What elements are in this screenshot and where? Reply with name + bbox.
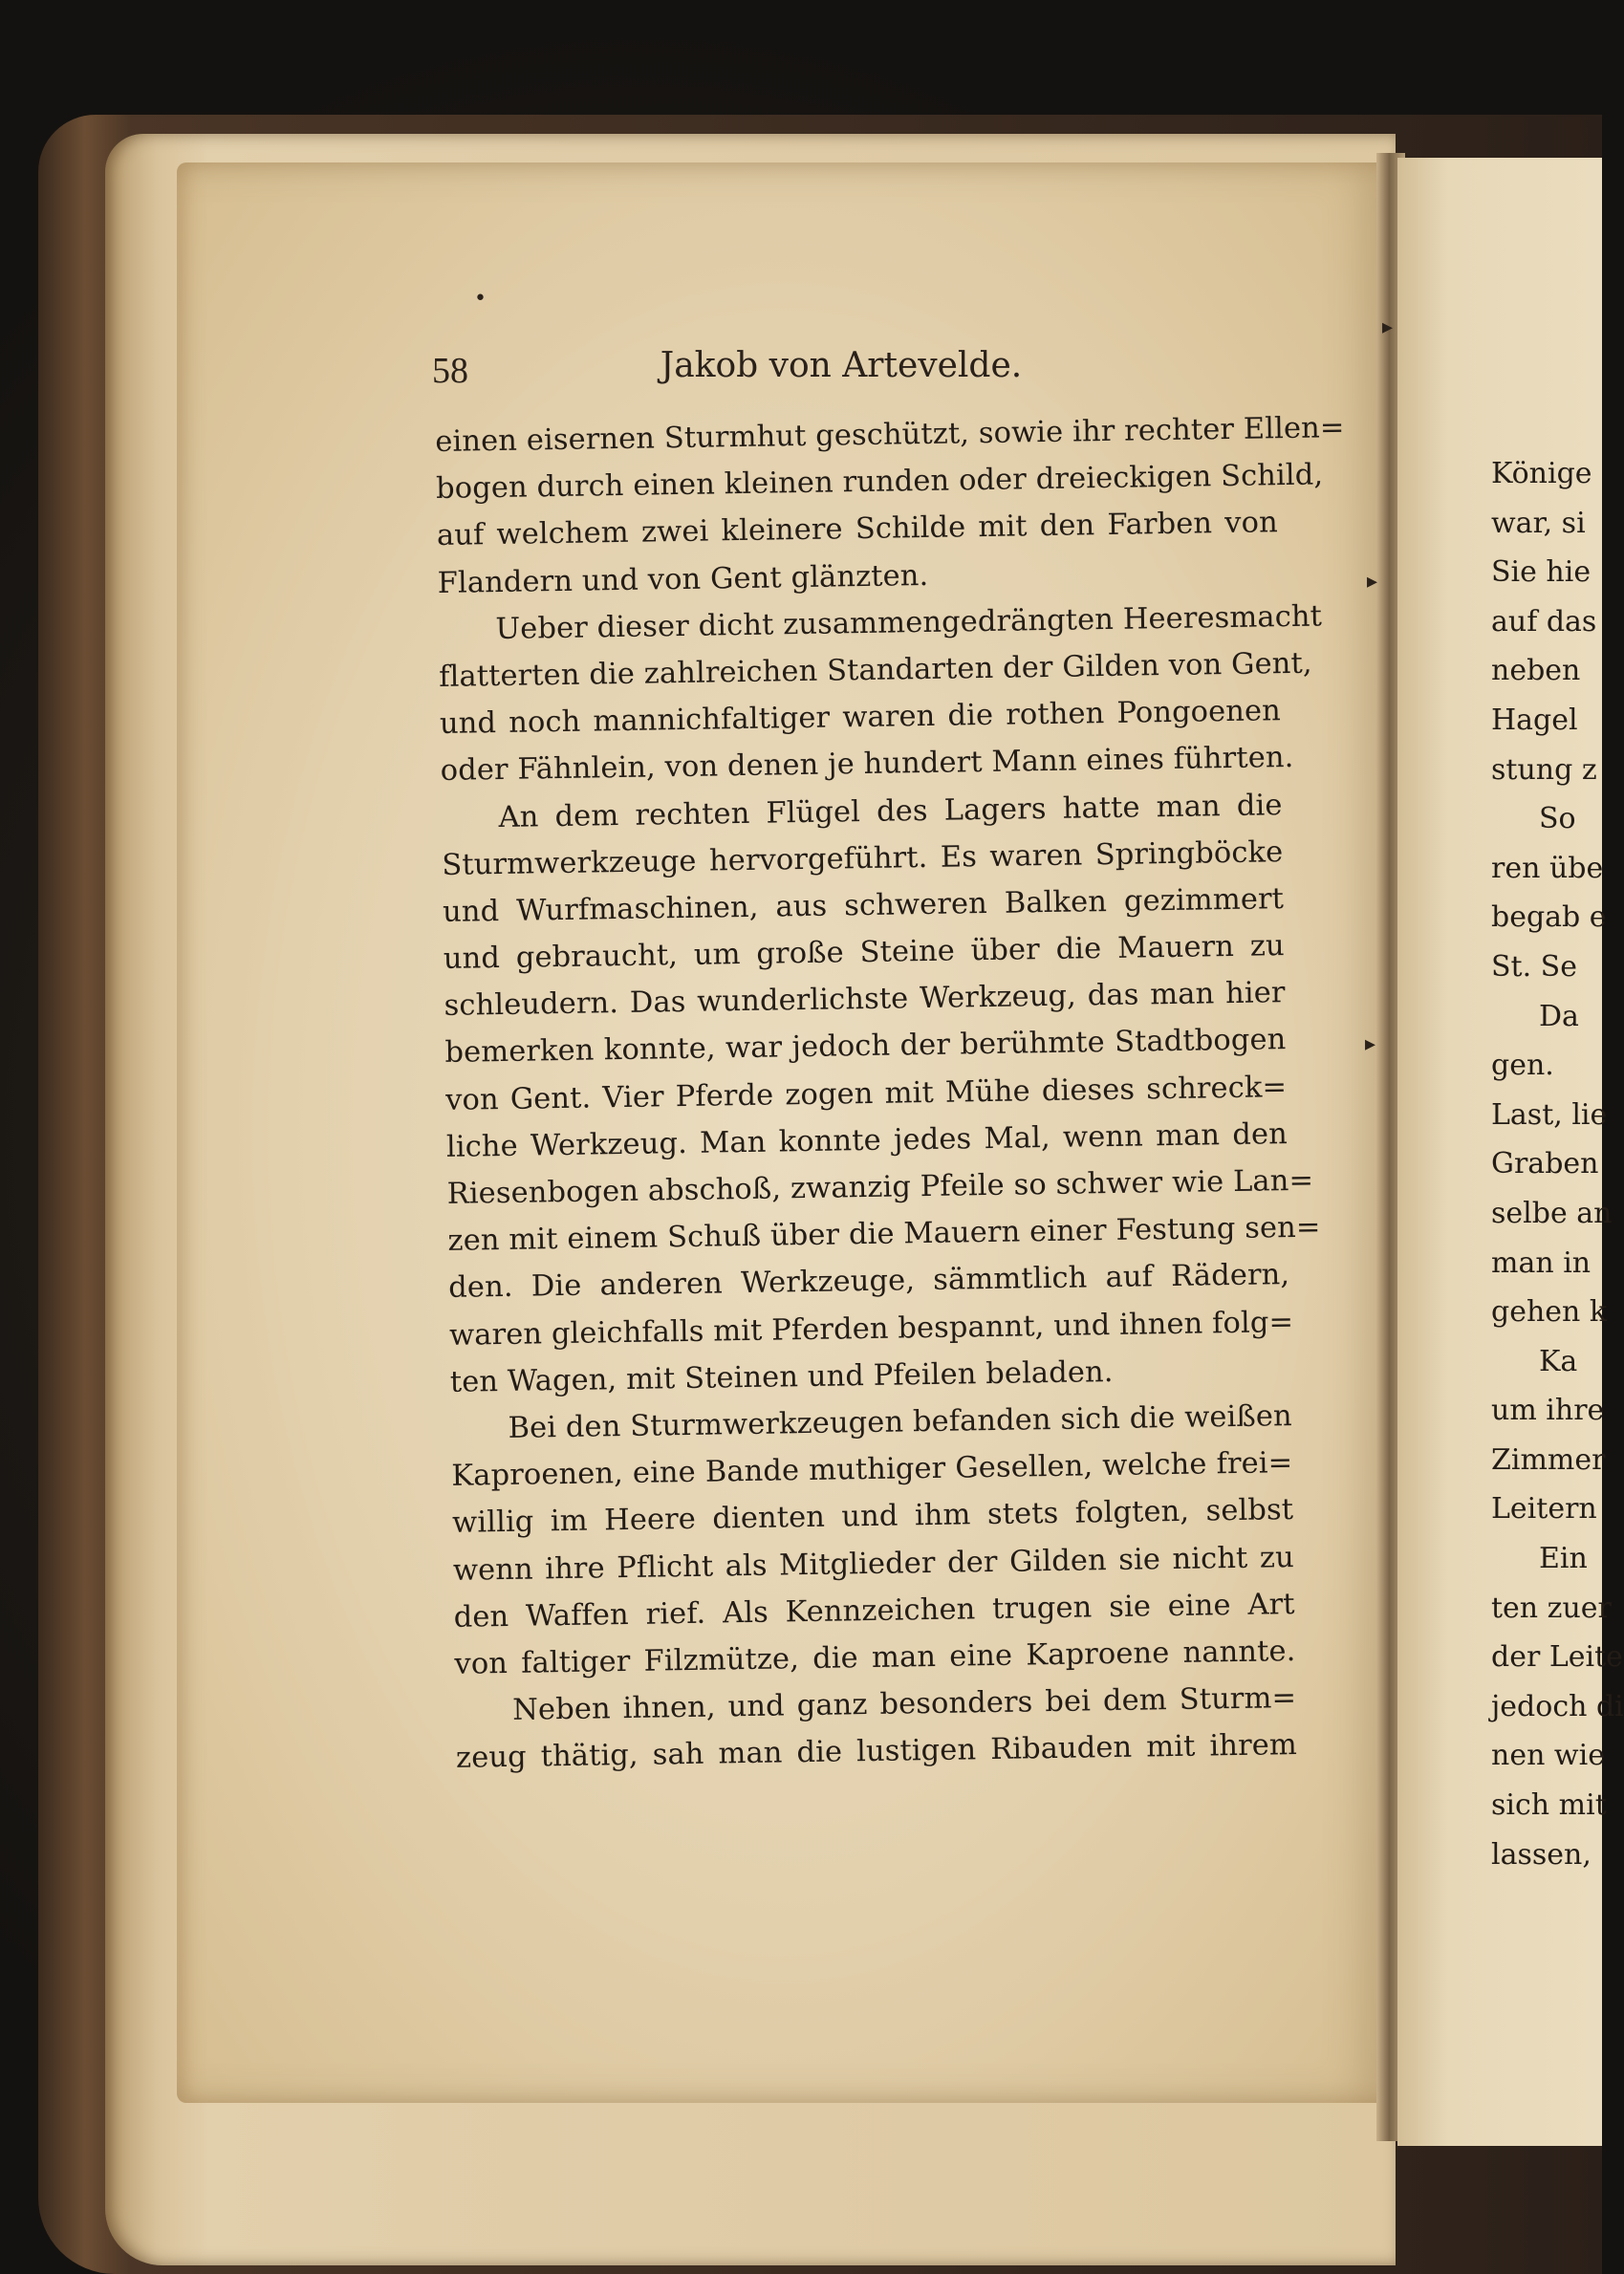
text-line-fragment: Last, lie <box>1491 1097 1608 1132</box>
text-line-fragment: lassen, <box>1491 1837 1592 1872</box>
text-line-fragment: gehen k <box>1491 1295 1608 1330</box>
text-line: Riesenbogen abschoß, zwanzig Pfeile so schwer wie Lan= <box>446 1163 1314 1211</box>
text-line: schleudern. Das wunderlichste Werkzeug, das man hier <box>444 976 1286 1024</box>
text-line: den Waffen rief. Als Kennzeichen trugen sie eine Art <box>453 1587 1295 1635</box>
text-line-fragment: Ein <box>1539 1542 1588 1576</box>
text-line-fragment: Zimmer <box>1491 1442 1606 1477</box>
text-line-fragment: auf das <box>1491 604 1597 639</box>
text-line: waren gleichfalls mit Pferden bespannt, und ihnen folg= <box>448 1305 1294 1353</box>
text-line: von Gent. Vier Pferde zogen mit Mühe dieses schreck= <box>444 1070 1288 1117</box>
text-line-fragment: der Leite <box>1491 1640 1623 1675</box>
text-line-fragment: sich mit <box>1491 1788 1607 1823</box>
text-line-fragment: jedoch di <box>1491 1689 1624 1723</box>
text-line: flatterten die zahlreichen Standarten der Gilden von Gent, <box>438 646 1312 694</box>
gutter-mark: ▸ <box>1382 315 1394 339</box>
text-line: liche Werkzeug. Man konnte jedes Mal, wenn man den <box>445 1116 1288 1164</box>
text-line-fragment: neben <box>1491 654 1581 688</box>
text-line-fragment: Sie hie <box>1491 555 1592 590</box>
text-line: oder Fähnlein, von denen je hundert Mann eines führten. <box>440 741 1294 789</box>
text-line: Ueber dieser dicht zusammengedrängten Heeresmacht <box>495 599 1323 646</box>
text-line-fragment: gen. <box>1491 1049 1554 1083</box>
text-line-fragment: Graben <box>1491 1147 1599 1181</box>
text-line: Flandern und von Gent glänzten. <box>437 558 929 600</box>
text-line: von faltiger Filzmütze, die man eine Kaproene nannte. <box>454 1634 1296 1681</box>
text-line: den. Die anderen Werkzeuge, sämmtlich auf Rädern, <box>448 1258 1290 1306</box>
text-line-fragment: man in <box>1491 1245 1592 1280</box>
text-line: bemerken konnte, war jedoch der berühmte Stadtbogen <box>444 1023 1287 1071</box>
text-line: Kaproenen, eine Bande muthiger Gesellen, welche frei= <box>451 1446 1293 1493</box>
text-line-fragment: selbe an <box>1491 1196 1613 1230</box>
text-line-fragment: stung z <box>1491 752 1597 787</box>
text-line: Sturmwerkzeuge hervorgeführt. Es waren Springböcke <box>442 834 1284 882</box>
running-head: Jakob von Artevelde. <box>660 346 1023 385</box>
text-line: auf welchem zwei kleinere Schilde mit den Farben von <box>436 506 1279 553</box>
text-line-fragment: ren übe <box>1491 851 1604 885</box>
right-page-text <box>1491 449 1624 1879</box>
gutter-mark: ▸ <box>1365 1032 1376 1056</box>
text-line-fragment: So <box>1539 802 1576 836</box>
text-line-fragment: um ihre <box>1491 1394 1605 1428</box>
text-line: einen eisernen Sturmhut geschützt, sowie ihr rechter Ellen= <box>435 411 1345 459</box>
text-line: und Wurfmaschinen, aus schweren Balken gezimmert <box>442 881 1285 929</box>
text-line-fragment: war, si <box>1491 506 1586 540</box>
text-line-fragment: Leitern <box>1491 1492 1597 1527</box>
text-line: Neben ihnen, und ganz besonders bei dem Sturm= <box>511 1681 1297 1727</box>
left-page-text <box>435 405 1345 1782</box>
text-line: ten Wagen, mit Steinen und Pfeilen beladen. <box>449 1354 1114 1399</box>
ink-speck: • <box>474 287 487 311</box>
text-line-fragment: Ka <box>1539 1344 1578 1378</box>
text-line: willig im Heere dienten und ihm stets folgten, selbst <box>451 1493 1294 1541</box>
text-line-fragment: Da <box>1539 999 1579 1033</box>
text-line: An dem rechten Flügel des Lagers hatte man die <box>498 788 1283 834</box>
text-line: bogen durch einen kleinen runden oder dreieckigen Schild, <box>435 458 1324 507</box>
text-line: und gebraucht, um große Steine über die Mauern zu <box>443 929 1286 976</box>
text-line: wenn ihre Pflicht als Mitglieder der Gilden sie nicht zu <box>452 1540 1295 1588</box>
text-line-fragment: Könige <box>1491 457 1592 490</box>
text-line-fragment: St. Se <box>1491 949 1577 984</box>
text-line-fragment: begab e <box>1491 900 1607 935</box>
text-line-fragment: ten zuer <box>1491 1591 1612 1625</box>
gutter-mark: ▸ <box>1367 570 1378 594</box>
text-line: und noch mannichfaltiger waren die rothen Pongoenen <box>439 694 1282 742</box>
text-line-fragment: nen wie <box>1491 1739 1605 1773</box>
text-line: Bei den Sturmwerkzeugen befanden sich die weißen <box>508 1398 1293 1445</box>
text-line-fragment: Hagel <box>1491 703 1578 737</box>
text-line: zeug thätig, sah man die lustigen Ribauden mit ihrem <box>455 1728 1298 1776</box>
page-number: 58 <box>432 351 468 391</box>
text-line: zen mit einem Schuß über die Mauern einer Festung sen= <box>447 1210 1321 1259</box>
